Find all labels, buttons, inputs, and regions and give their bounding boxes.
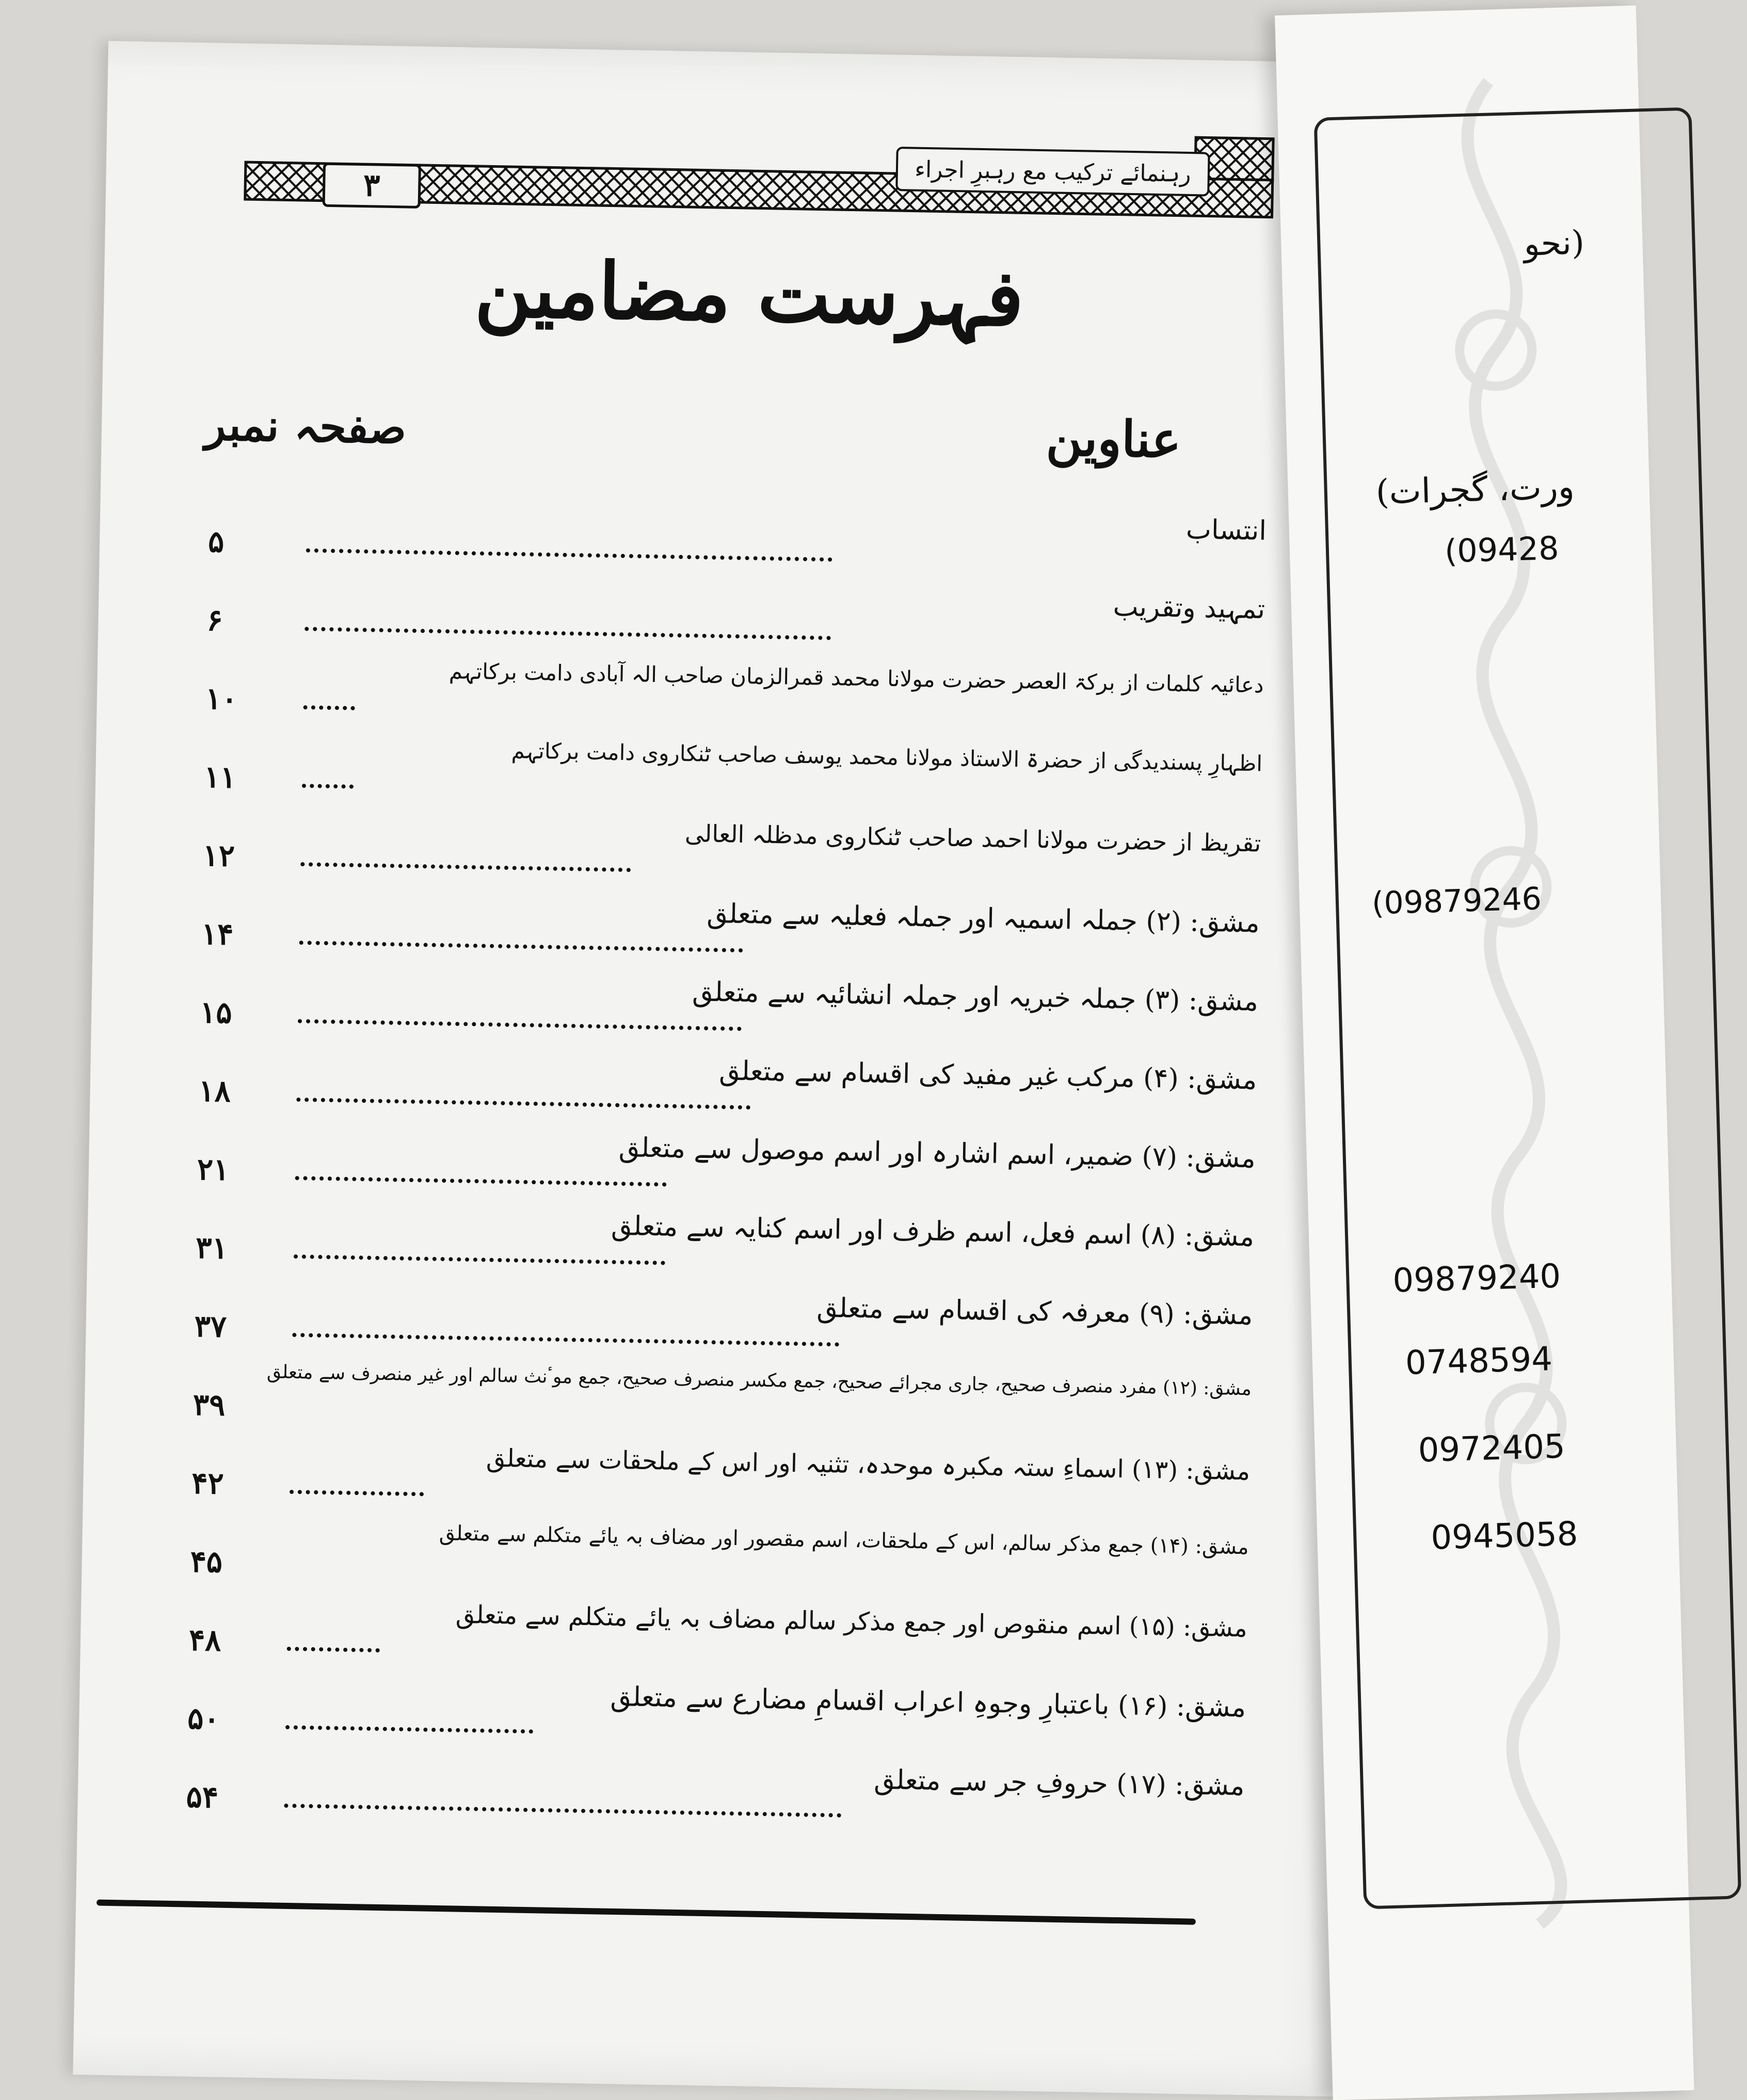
dot-leader (295, 1176, 667, 1187)
page-number: ٣ (323, 163, 421, 209)
toc-entry-title: مشق: (۱۳) اسماءِ ستہ مکبرہ موحدہ، تثنیہ اور اس کے ملحقات سے متعلق (486, 1443, 1251, 1486)
dot-leader (284, 1804, 841, 1818)
toc-entry-page: ۲۱ (197, 1151, 230, 1187)
column-header-page-number: صفحہ نمبر (204, 399, 407, 454)
toc-entry-title: انتساب (1185, 514, 1267, 547)
toc-entry-title: مشق: (۷) ضمیر، اسم اشارہ اور اسم موصول سے متعلق (618, 1132, 1256, 1174)
dot-leader (298, 1019, 742, 1031)
running-title: رہنمائے ترکیب مع رہبرِ اجراء (895, 147, 1210, 197)
toc-entry-title: مشق: (۳) جملہ خبریہ اور جملہ انشائیہ سے متعلق (692, 976, 1259, 1017)
bottom-rule (97, 1900, 1196, 1925)
toc-list (181, 497, 1277, 1850)
toc-entry-page: ۵۴ (186, 1779, 219, 1815)
toc-entry-page: ۱۴ (201, 916, 234, 952)
toc-entry-title: اظہارِ پسندیدگی از حضرۃ الاستاذ مولانا محمد یوسف صاحب ٹنکاروی دامت برکاتہم (511, 738, 1263, 776)
toc-entry-page: ۱۵ (199, 994, 233, 1030)
toc-entry-title: تمہید وتقریب (1113, 591, 1265, 625)
dot-leader (287, 1647, 380, 1652)
dot-leader (299, 941, 743, 952)
toc-entry-title: مشق: (۱۵) اسم منقوص اور جمع مذکر سالم مضاف بہ یائے متکلم سے متعلق (455, 1600, 1248, 1643)
book-page-right (1275, 5, 1694, 2100)
toc-entry-title: دعائیہ کلمات از برکۃ العصر حضرت مولانا محمد قمرالزمان صاحب الہ آبادی دامت برکاتہم (448, 658, 1264, 698)
toc-entry-page: ۶ (206, 602, 223, 638)
toc-entry-page: ۳۹ (193, 1387, 226, 1423)
toc-entry-page: ۱۸ (198, 1073, 231, 1109)
column-header-topics: عناوین (1045, 408, 1182, 469)
toc-title: فہرست مضامین (474, 243, 1024, 344)
right-page-fragment: 0748594 (1404, 1340, 1553, 1382)
toc-entry-title: مشق: (۱۲) مفرد منصرف صحیح، جاری مجرائے صحیح، جمع مکسر منصرف صحیح، جمع موٴنث سالم اور غیر منصرف سے متعلق (266, 1361, 1252, 1400)
right-page-fragment: 0945058 (1430, 1515, 1579, 1557)
toc-entry-page: ۱۲ (202, 837, 235, 873)
dot-leader (306, 548, 832, 562)
toc-entry-title: مشق: (۹) معرفہ کی اقسام سے متعلق (816, 1292, 1253, 1331)
toc-entry-page: ۵ (207, 523, 225, 560)
dot-leader (304, 627, 831, 640)
toc-entry-title: مشق: (۸) اسم فعل، اسم ظرف اور اسم کنایہ سے متعلق (611, 1210, 1255, 1253)
dot-leader (296, 1097, 750, 1109)
right-page-fragment: (نحو (1523, 224, 1585, 264)
toc-entry-title: مشق: (۲) جملہ اسمیہ اور جملہ فعلیہ سے متعلق (707, 898, 1260, 939)
page-header (245, 121, 1273, 211)
right-page-fragment: (09879246 (1371, 881, 1542, 922)
dot-leader (292, 1333, 839, 1346)
dot-leader (294, 1254, 665, 1265)
right-page-fragment: ورت، گجرات) (1375, 467, 1575, 512)
toc-entry-page: ۳۱ (195, 1230, 229, 1266)
dot-leader (300, 862, 631, 872)
book-page-left (73, 41, 1388, 2097)
dot-leader (290, 1490, 424, 1497)
toc-entry-page: ۴۵ (190, 1544, 223, 1580)
dot-leader (285, 1725, 533, 1733)
toc-entry-title: مشق: (۱۷) حروفِ جر سے متعلق (873, 1764, 1245, 1802)
right-page-fragment: 09879240 (1392, 1257, 1562, 1300)
dot-leader (303, 705, 355, 710)
toc-entry-title: مشق: (۴) مرکب غیر مفید کی اقسام سے متعلق (718, 1055, 1257, 1096)
dot-leader (302, 784, 354, 789)
toc-entry-page: ۱۰ (205, 680, 238, 717)
toc-entry-title: تقریظ از حضرت مولانا احمد صاحب ٹنکاروی مدظلہ العالی (684, 819, 1261, 857)
right-page-fragment: (09428 (1444, 529, 1560, 570)
toc-entry-title: مشق: (۱۶) باعتبارِ وجوہِ اعراب اقسامِ مضارع سے متعلق (610, 1681, 1246, 1724)
toc-entry-page: ۴۸ (188, 1622, 221, 1658)
toc-entry-page: ۳۷ (194, 1308, 227, 1344)
toc-entry-page: ۵۰ (187, 1700, 220, 1737)
right-page-frame (1314, 107, 1742, 1910)
toc-entry-page: ۴۲ (191, 1465, 225, 1501)
toc-entry-page: ۱۱ (203, 759, 237, 795)
right-page-fragment: 0972405 (1417, 1427, 1566, 1470)
toc-entry-title: مشق: (۱۴) جمع مذکر سالم، اس کے ملحقات، اسم مقصور اور مضاف بہ یائے متکلم سے متعلق (439, 1521, 1249, 1560)
